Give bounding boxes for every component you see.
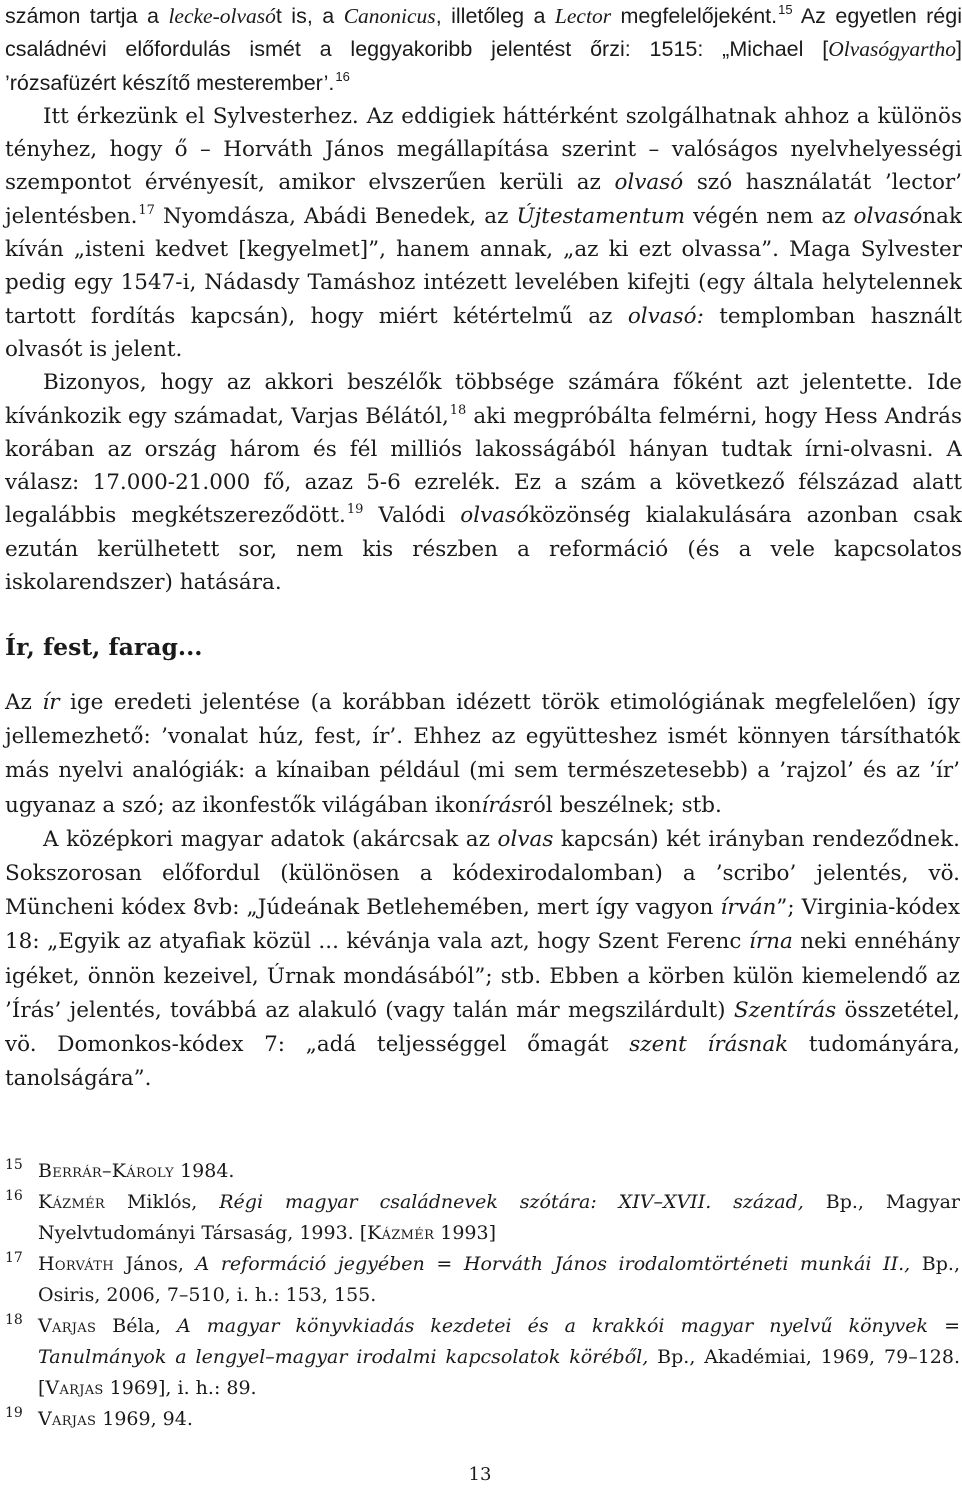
emphasis: ír: [42, 690, 60, 715]
footnote-title: A reformáció jegyében = Horváth János irodalomtörténeti munkái II.,: [195, 1253, 911, 1275]
footnote-number: 15: [5, 1157, 23, 1173]
text: 1993]: [434, 1222, 496, 1244]
emphasis: írna: [748, 929, 793, 955]
footnote-author: Kázmér: [38, 1191, 106, 1213]
main-text-top: [5, 0, 962, 599]
footnote-18: [5, 1311, 960, 1404]
footnote-author: Varjas: [38, 1408, 97, 1430]
text: ige eredeti jelentése (a korábban idézett török etimológiának megfelelően) így jellemezhető: ’vonalat húz, fest, ír’. Ehhez az együtteshez ismét könnyen társíthatók más nyelvi analógiák: a kínaiban például (mi sem természetesebb) a ’rajzol’ és az ’ír’ ugyanaz a szó; az ikonfestők világában ikon: [5, 690, 960, 818]
text: , illetőleg a: [435, 4, 555, 28]
paragraph-5: [5, 823, 960, 1097]
text: Miklós,: [105, 1191, 220, 1213]
text: kapcsán) két irányban rendeződnek. Sokszorosan előfordul (különösen a kódexirodalomban) a ’scribo’ jelentés, vö. Müncheni kódex 8vb: „Júdeának Betlehemében, mert így vagyon: [5, 826, 960, 921]
emphasis: olvas: [497, 826, 554, 852]
text: tudományára, tanolságára”.: [5, 1032, 960, 1092]
text: 1969], i. h.: 89.: [103, 1377, 257, 1399]
footnote-ref-author: Kázmér: [367, 1222, 435, 1244]
text: János,: [113, 1253, 196, 1275]
emphasis: olvasó: [853, 203, 923, 229]
footnote-ref-17[interactable]: 17: [138, 202, 155, 218]
emphasis: szent írásnak: [629, 1032, 789, 1058]
footnote-19: [5, 1404, 960, 1435]
emphasis: olvasó: [614, 170, 684, 196]
footnote-title: Régi magyar családnevek szótára: XIV–XVII. század,: [219, 1191, 804, 1213]
footnote-ref-18[interactable]: 18: [449, 402, 467, 418]
emphasis: olvasó: [460, 503, 530, 529]
text: Béla,: [96, 1315, 177, 1337]
text: Az egyetlen régi családnévi előfordulás ismét a leggyakoribb jelentést őrzi: 1515: „Michael [: [5, 4, 962, 62]
footnote-17: [5, 1249, 960, 1311]
footnotes: [5, 1156, 960, 1435]
main-text-bottom: [5, 686, 960, 1096]
text: t is, a: [275, 4, 344, 28]
text: végén nem az: [684, 203, 854, 229]
emphasis: Lector: [554, 4, 612, 28]
emphasis: írván: [720, 895, 777, 921]
footnote-number: 19: [5, 1405, 23, 1421]
text: összetétel, vö. Domonkos-kódex 7: „adá teljességgel őmagát: [5, 997, 960, 1058]
footnote-ref-16[interactable]: 16: [335, 68, 350, 84]
text: Itt érkezünk el Sylvesterhez. Az eddigiek háttérként szolgálhatnak ahhoz a különös tényhez, hogy ő – Horváth János megállapítása szerint – valóságos nyelvhelyességi szempontot érvényesít, amikor elvszerűen kerüli az: [5, 103, 962, 196]
emphasis: Olvasógyartho: [828, 37, 957, 62]
paragraph-4: [5, 686, 960, 823]
paragraph-1: [5, 0, 962, 100]
text: Az: [5, 690, 43, 715]
emphasis: olvasó:: [627, 303, 704, 329]
page-number: 13: [468, 1464, 492, 1485]
footnote-author: Horváth: [38, 1253, 114, 1275]
text: 1984.: [174, 1160, 235, 1182]
text: aki megpróbálta felmérni, hogy Hess András korában az ország három és fél milliós lakosságából hányan tudtak írni-olvasni. A válasz: 17.000-21.000 fő, azaz 5-6 ezrelék. Ez a szám a következő félszázad alatt legalábbis megkétszereződött.: [5, 403, 962, 529]
footnote-15: [5, 1156, 960, 1187]
text: templomban használt olvasót is jelent.: [5, 303, 962, 362]
text: ”; Virginia-kódex 18: „Egyik az atyafiak közül ... kévánja vala azt, hogy Szent Ferenc: [5, 895, 961, 955]
emphasis: lecke-olvasó: [168, 4, 276, 28]
text: számon tartja a: [5, 4, 169, 28]
emphasis: írás: [481, 792, 523, 818]
text: neki ennéhány igéket, önnön kezeivel, Úrnak mondásából”; stb. Ebben a körben külön kiemelendő az ’Írás’ jelentés, továbbá az alakuló (vagy talán már megszilárdult): [5, 929, 960, 1023]
footnote-number: 17: [5, 1250, 23, 1266]
emphasis: Szentírás: [733, 997, 837, 1023]
text: közönség kialakulására azonban csak ezután kerülhetett sor, nem kis részben a reformáció (és a vele kapcsolatos iskolarendszer) hatására.: [5, 503, 962, 596]
footnote-ref-19[interactable]: 19: [346, 502, 364, 518]
emphasis: Újtestamentum: [516, 203, 685, 229]
text: Bp., Osiris, 2006, 7–510, i. h.: 153, 155.: [38, 1253, 960, 1306]
text: ról beszélnek; stb.: [522, 792, 722, 818]
paragraph-3: [5, 366, 962, 599]
text: szó használatát ’lector’ jelentésben.: [5, 170, 962, 229]
footnote-number: 16: [5, 1188, 23, 1204]
footnote-author: Varjas: [38, 1315, 97, 1337]
text: Valódi: [363, 503, 461, 529]
footnote-number: 18: [5, 1312, 23, 1328]
text: 1969, 94.: [96, 1408, 193, 1430]
footnote-ref-15[interactable]: 15: [778, 2, 793, 17]
text: nak kíván „isteni kedvet [kegyelmet]”, hanem annak, „az ki ezt olvassa”. Maga Sylvester pedig egy 1547-i, Nádasdy Tamáshoz intézett levelében kifejti (egy általa helytelennek tartott fordítás kapcsán), hogy miért kétértelmű az: [5, 203, 962, 329]
text: Nyomdásza, Abádi Benedek, az: [154, 203, 517, 229]
footnote-16: [5, 1187, 960, 1249]
paragraph-2: [5, 100, 962, 366]
section-heading: Ír, fest, farag...: [5, 633, 203, 661]
text: megfelelőjeként.: [611, 4, 778, 28]
text: A középkori magyar adatok (akárcsak az: [43, 826, 498, 852]
emphasis: Canonicus: [343, 4, 436, 28]
footnote-ref-author: Varjas: [45, 1377, 104, 1399]
footnote-author: Berrár–Károly: [38, 1160, 175, 1182]
text: Bp., Akadémiai, 1969, 79–128. [: [38, 1346, 960, 1399]
text: ] ’rózsafüzért készítő mesterember’.: [5, 37, 962, 95]
footnote-title: A magyar könyvkiadás kezdetei és a krakkói magyar nyelvű könyvek = Tanulmányok a lengyel–magyar irodalmi kapcsolatok köréből,: [38, 1315, 961, 1368]
text: Bizonyos, hogy az akkori beszélők többsége számára főként azt jelentette. Ide kívánkozik egy számadat, Varjas Bélától,: [5, 370, 962, 429]
text: Bp., Magyar Nyelvtudományi Társaság, 1993. [: [38, 1191, 960, 1244]
